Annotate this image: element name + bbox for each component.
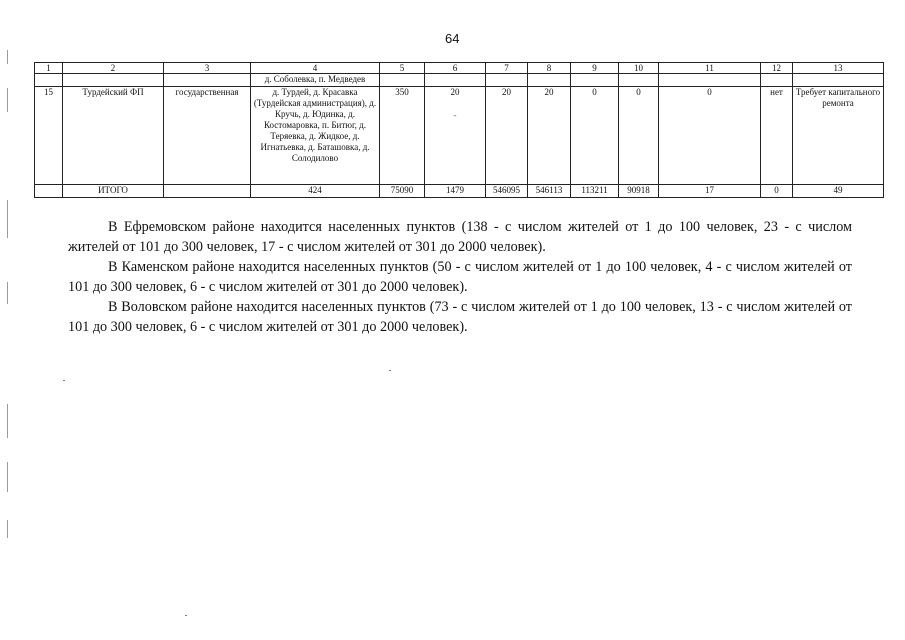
- scan-speck: [63, 380, 65, 381]
- table-cell: [380, 74, 425, 87]
- column-header: 12: [761, 63, 793, 74]
- table-cell: [164, 185, 251, 198]
- scan-speck: [185, 615, 187, 616]
- paragraph-volovo: В Воловском районе находится населенных пунктов (73 - с числом жителей от 1 до 100 человек, 13 - с числом жителей от 101 до 300 человек, 6 - с числом жителей от 301 до 2000 человек).: [68, 299, 852, 335]
- table-cell: 75090: [380, 185, 425, 198]
- table-cell: [619, 74, 659, 87]
- table-cell: 17: [659, 185, 761, 198]
- body-text: [68, 217, 852, 337]
- settlements-cell: д. Турдей, д. Красавка (Турдейская администрация), д. Кручь, д. Юдинка, д. Костомаровка, п. Битюг, д. Теряевка, д. Жидкое, д. Игнатьевка, д. Баташовка, д. Солодилово: [251, 87, 380, 185]
- table-cell: 20: [528, 87, 571, 185]
- column-header: 13: [793, 63, 884, 74]
- table-cell: 1479: [425, 185, 486, 198]
- scan-margin-mark: [7, 50, 8, 64]
- facility-name-cell: Турдейский ФП: [63, 87, 164, 185]
- column-header: 8: [528, 63, 571, 74]
- table-total-row: [35, 185, 884, 198]
- paragraph-kamensky: В Каменском районе находится населенных пунктов (50 - с числом жителей от 1 до 100 человек, 4 - с числом жителей от 101 до 300 человек, 6 - с числом жителей от 301 до 2000 человек).: [68, 259, 852, 295]
- cell-mark: -: [453, 110, 457, 120]
- table-row-carryover: [35, 74, 884, 87]
- table-cell: [425, 87, 486, 185]
- table-cell: [528, 74, 571, 87]
- column-header: 5: [380, 63, 425, 74]
- column-header: 1: [35, 63, 63, 74]
- condition-cell: Требует капитального ремонта: [793, 87, 884, 185]
- table-cell: 0: [659, 87, 761, 185]
- scan-margin-mark: [7, 520, 8, 538]
- scan-margin-mark: [7, 462, 8, 492]
- column-header: 10: [619, 63, 659, 74]
- table-cell: 350: [380, 87, 425, 185]
- cell-value: 20: [450, 87, 460, 97]
- table-cell: 546095: [486, 185, 528, 198]
- row-number-cell: 15: [35, 87, 63, 185]
- table-cell: [486, 74, 528, 87]
- table-cell: [571, 74, 619, 87]
- column-header: 2: [63, 63, 164, 74]
- page-number: 64: [445, 31, 460, 46]
- column-header: 3: [164, 63, 251, 74]
- data-table: [34, 62, 884, 198]
- total-label-cell: ИТОГО: [63, 185, 164, 198]
- paragraph-efremov: В Ефремовском районе находится населенных пунктов (138 - с числом жителей от 1 до 100 человек, 23 - с числом жителей от 101 до 300 человек, 17 - с числом жителей от 301 до 2000 человек).: [68, 219, 852, 255]
- scan-speck: [389, 370, 391, 371]
- scan-margin-mark: [7, 404, 8, 438]
- table-cell: 424: [251, 185, 380, 198]
- scan-margin-mark: [7, 282, 8, 304]
- table-cell: нет: [761, 87, 793, 185]
- column-header: 11: [659, 63, 761, 74]
- table-cell: 49: [793, 185, 884, 198]
- table-cell: [164, 74, 251, 87]
- table-row: [35, 87, 884, 185]
- scan-margin-mark: [7, 200, 8, 238]
- column-header: 6: [425, 63, 486, 74]
- ownership-cell: государственная: [164, 87, 251, 185]
- table-cell: [793, 74, 884, 87]
- scan-margin-mark: [7, 88, 8, 112]
- settlements-cell: д. Соболевка, п. Медведев: [251, 74, 380, 87]
- table-cell: [35, 185, 63, 198]
- table-cell: 0: [761, 185, 793, 198]
- table-cell: [659, 74, 761, 87]
- table-cell: [425, 74, 486, 87]
- table-cell: 113211: [571, 185, 619, 198]
- table-cell: [63, 74, 164, 87]
- table-cell: 0: [571, 87, 619, 185]
- column-header: 4: [251, 63, 380, 74]
- table-cell: [35, 74, 63, 87]
- table-cell: 20: [486, 87, 528, 185]
- table-cell: 90918: [619, 185, 659, 198]
- table-cell: 546113: [528, 185, 571, 198]
- column-header: 7: [486, 63, 528, 74]
- table-cell: [761, 74, 793, 87]
- table-cell: 0: [619, 87, 659, 185]
- table-header-row: [35, 63, 884, 74]
- column-header: 9: [571, 63, 619, 74]
